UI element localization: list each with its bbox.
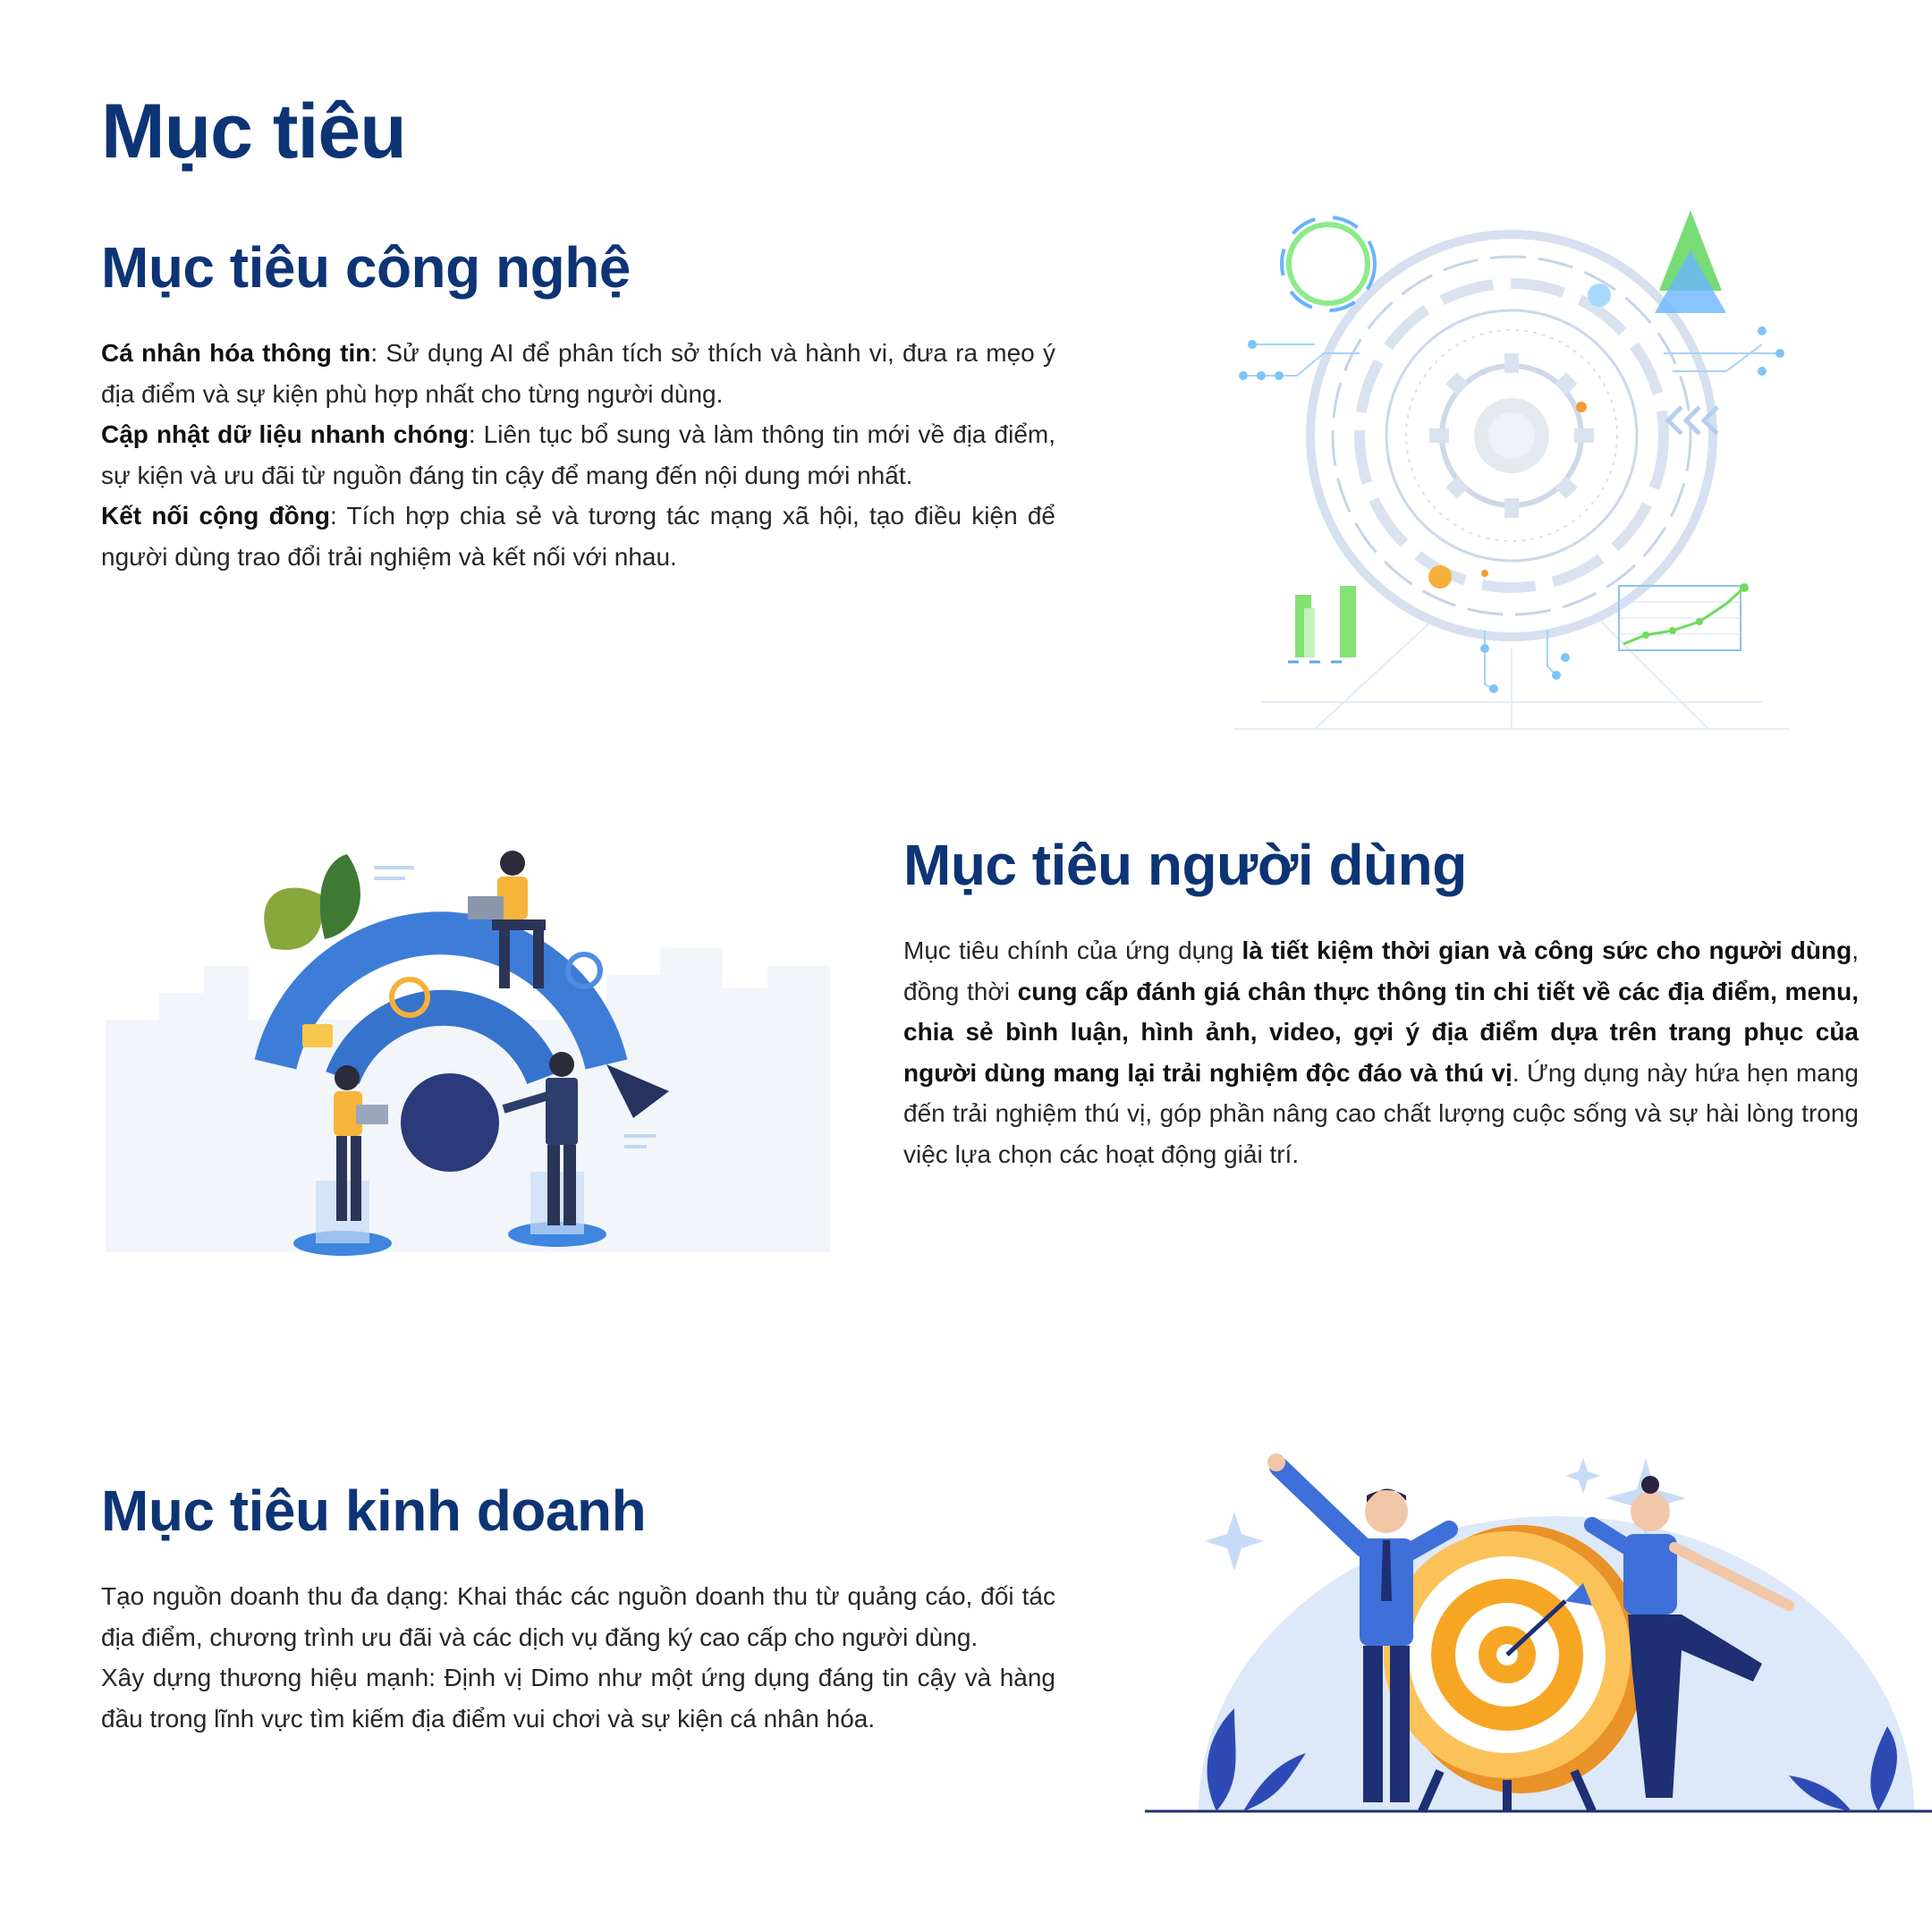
user-text: , đồng thời [903, 936, 1859, 1005]
tech-item-text: : Liên tục bổ sung và làm thông tin mới về địa điểm, sự kiện và ưu đãi từ nguồn đáng tin cậy để mang đến nội dung mới nhất. [101, 420, 1055, 489]
business-heading: Mục tiêu kinh doanh [101, 1479, 647, 1543]
tech-illustration [1225, 201, 1798, 738]
user-body [903, 930, 1859, 1174]
tech-item-text: : Sử dụng AI để phân tích sở thích và hành vi, đưa ra mẹo ý địa điểm và sự kiện phù hợp nhất cho từng người dùng. [101, 339, 1055, 408]
tech-item-label: Kết nối cộng đồng [101, 502, 330, 530]
page-title: Mục tiêu [101, 89, 406, 174]
business-body [101, 1576, 1055, 1739]
user-text: Mục tiêu chính của ứng dụng [903, 936, 1242, 964]
user-bold: là tiết kiệm thời gian và công sức cho người dùng [1241, 936, 1852, 964]
business-line: Tạo nguồn doanh thu đa dạng: Khai thác các nguồn doanh thu từ quảng cáo, đối tác địa điểm, chương trình ưu đãi và các dịch vụ đăng ký cao cấp cho người dùng. [101, 1582, 1055, 1651]
user-bold: cung cấp đánh giá chân thực thông tin chi tiết về các địa điểm, menu, chia sẻ bình luận, hình ảnh, video, gợi ý địa điểm dựa trên trang phục của người dùng mang lại trải nghiệm độc đáo và thú vị [903, 977, 1860, 1087]
tech-item-text: : Tích hợp chia sẻ và tương tác mạng xã hội, tạo điều kiện để người dùng trao đổi trải nghiệm và kết nối với nhau. [101, 502, 1055, 571]
tech-heading: Mục tiêu công nghệ [101, 235, 631, 300]
user-illustration [106, 841, 830, 1288]
business-line: Xây dựng thương hiệu mạnh: Định vị Dimo như một ứng dụng đáng tin cậy và hàng đầu trong lĩnh vực tìm kiếm địa điểm vui chơi và sự kiện cá nhân hóa. [101, 1664, 1055, 1733]
business-illustration [1145, 1440, 1932, 1816]
user-text: . Ứng dụng này hứa hẹn mang đến trải nghiệm thú vị, góp phần nâng cao chất lượng cuộc sống và sự hài lòng trong việc lựa chọn các hoạt động giải trí. [903, 1058, 1859, 1168]
user-heading: Mục tiêu người dùng [903, 833, 1467, 897]
tech-item [101, 414, 1055, 496]
tech-item [101, 496, 1055, 577]
tech-body [101, 333, 1055, 577]
tech-item-label: Cập nhật dữ liệu nhanh chóng [101, 420, 469, 448]
tech-item-label: Cá nhân hóa thông tin [101, 339, 371, 367]
tech-item [101, 333, 1055, 414]
